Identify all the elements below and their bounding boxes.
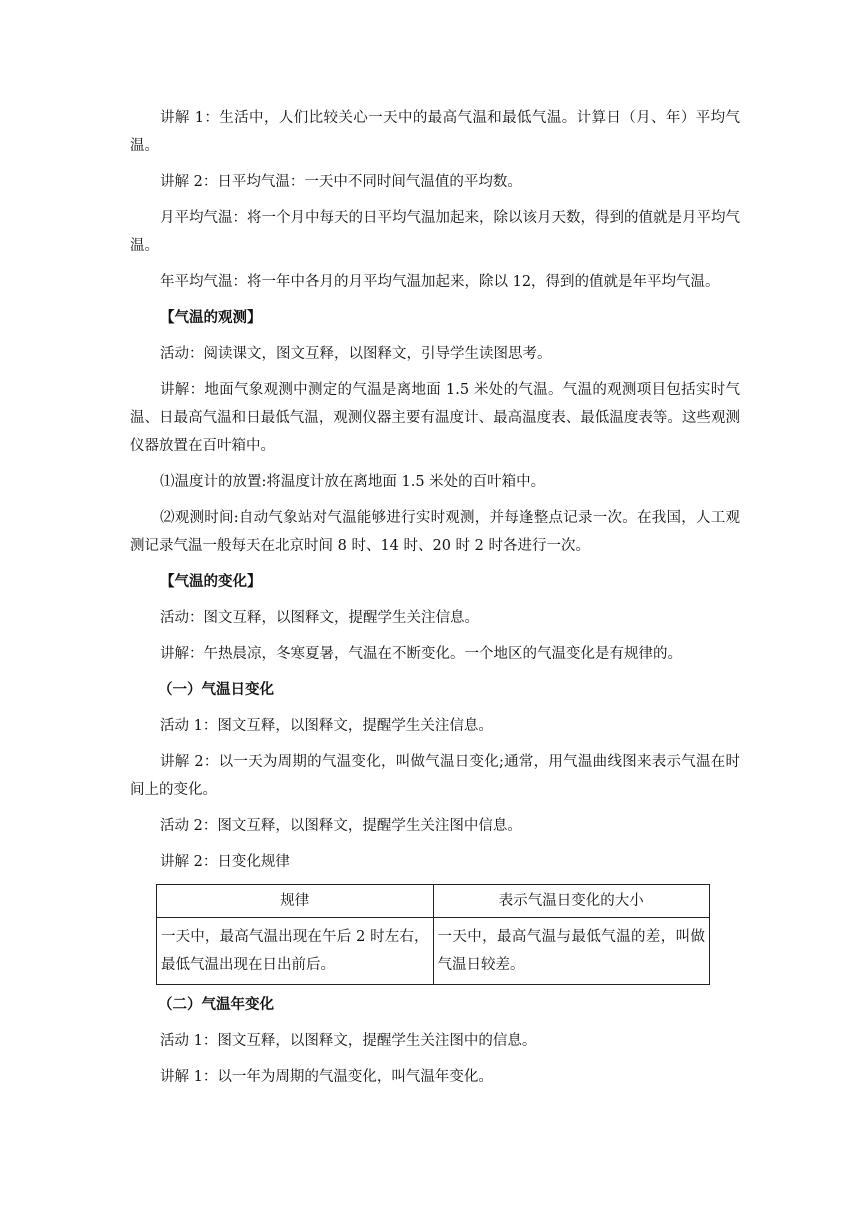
paragraph-daily-activity-2: 活动 2：图文互释，以图释文，提醒学生关注图中信息。 (160, 818, 522, 834)
paragraph-yearly-explanation: 讲解 1：以一年为周期的气温变化，叫气温年变化。 (160, 1069, 493, 1085)
paragraph-activity: 活动：阅读课文，图文互释，以图释文，引导学生读图思考。 (160, 346, 552, 362)
paragraph-daily-explanation: 讲解 2：以一天为周期的气温变化，叫做气温日变化;通常，用气温曲线图来表示气温在时间上的变化。 (130, 754, 740, 798)
table-header-row (157, 885, 710, 918)
table-cell: 一天中，最高气温出现在午后 2 时左右，最低气温出现在日出前后。 (157, 918, 434, 985)
subsection-heading-daily: （一）气温日变化 (158, 681, 274, 698)
paragraph-daily-rules-title: 讲解 2：日变化规律 (160, 854, 290, 870)
paragraph-explanation-2: 讲解 2：日平均气温：一天中不同时间气温值的平均数。 (160, 174, 522, 190)
paragraph-activity-variation: 活动：图文互释，以图释文，提醒学生关注信息。 (160, 610, 479, 626)
subsection-heading-yearly: （二）气温年变化 (158, 996, 274, 1013)
paragraph-daily-activity-1: 活动 1：图文互释，以图释文，提醒学生关注信息。 (160, 718, 493, 734)
paragraph-variation-explanation: 讲解：午热晨凉，冬寒夏暑，气温在不断变化。一个地区的气温变化是有规律的。 (160, 646, 682, 662)
paragraph-observation-explanation: 讲解：地面气象观测中测定的气温是离地面 1.5 米处的气温。气温的观测项目包括实时气温、日最高气温和日最低气温，观测仪器主要有温度计、最高温度表、最低温度表等。这些观测仪器放置在百叶箱中。 (130, 382, 740, 454)
table-cell: 一天中，最高气温与最低气温的差，叫做气温日较差。 (433, 918, 710, 985)
document-body (130, 104, 740, 1099)
table-header-cell: 规律 (157, 885, 434, 918)
paragraph-observation-time: ⑵观测时间:自动气象站对气温能够进行实时观测，并每逢整点记录一次。在我国，人工观测记录气温一般每天在北京时间 8 时、14 时、20 时 2 时各进行一次。 (130, 510, 740, 554)
table-row (157, 918, 710, 985)
paragraph-explanation-1: 讲解 1：生活中，人们比较关心一天中的最高气温和最低气温。计算日（月、年）平均气温。 (130, 110, 740, 154)
paragraph-yearly-average: 年平均气温：将一年中各月的月平均气温加起来，除以 12，得到的值就是年平均气温。 (160, 274, 720, 290)
section-heading-variation: 【气温的变化】 (160, 573, 262, 590)
paragraph-yearly-activity: 活动 1：图文互释，以图释文，提醒学生关注图中的信息。 (160, 1033, 537, 1049)
daily-variation-table (156, 884, 710, 985)
paragraph-thermometer-placement: ⑴温度计的放置:将温度计放在离地面 1.5 米处的百叶箱中。 (160, 474, 546, 490)
paragraph-monthly-average: 月平均气温：将一个月中每天的日平均气温加起来，除以该月天数，得到的值就是月平均气温。 (130, 210, 740, 254)
section-heading-observation: 【气温的观测】 (160, 309, 262, 326)
table-header-cell: 表示气温日变化的大小 (433, 885, 710, 918)
